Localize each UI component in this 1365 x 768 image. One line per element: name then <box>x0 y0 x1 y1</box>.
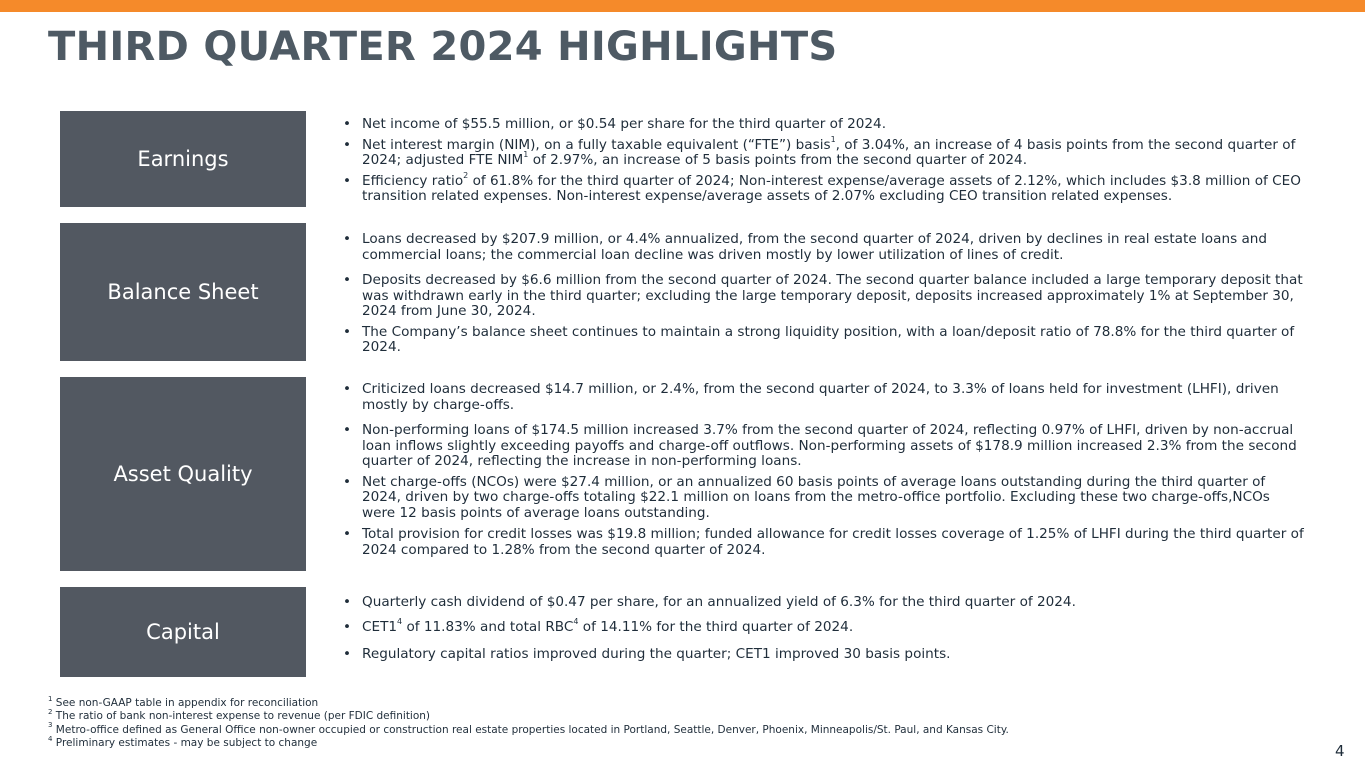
page-title: THIRD QUARTER 2024 HIGHLIGHTS <box>48 24 838 70</box>
capital-bullet-cet1: • $CET1^4$ of 11.83% and total RBC$^4$ of 14.11% for the third quarter of 2024. <box>340 620 1305 636</box>
capital-bullets <box>340 595 1305 663</box>
asset-quality-bullet-criticized: • Criticized loans decreased $14.7 million, or 2.4%, from the second quarter of 2024, to 3.3% of loans held for investment (LHFI), driven mostly by charge-offs. <box>340 382 1305 413</box>
asset-quality-bullet-provision: • Total provision for credit losses was $19.8 million; funded allowance for credit losses coverage of 1.25% of LHFI during the third quarter of 2024 compared to 1.28% from the second quarter of 2024. <box>340 527 1305 558</box>
earnings-bullet-nim: • Net interest margin (NIM), on a fully taxable equivalent (“FTE”) basis$^1$, of 3.04%, an increase of 4 basis points from the second quarter of 2024; adjusted FTE NIM$^1$ of 2.97%, an increase of 5 basis points from the second quarter of 2024. <box>340 138 1305 169</box>
balance-sheet-bullet-loans: • Loans decreased by $207.9 million, or 4.4% annualized, from the second quarter of 2024, driven by declines in real estate loans and commercial loans; the commercial loan decline was driven mostly by lower utilization of lines of credit. <box>340 232 1305 263</box>
asset-quality-bullet-ncos: • Net charge-offs (NCOs) were $27.4 million, or an annualized 60 basis points of average loans outstanding during the third quarter of 2024, driven by two charge-offs totaling $22.1 million on loans from the metro-office portfolio. Excluding these two charge-offs,NCOs were 12 basis points of average loans outstanding. <box>340 475 1305 522</box>
footnote: $^1$ See non-GAAP table in appendix for reconciliation <box>48 694 319 709</box>
balance-sheet-bullet-deposits: • Deposits decreased by $6.6 million from the second quarter of 2024. The second quarter balance included a large temporary deposit that was withdrawn early in the third quarter; excluding the large temporary deposit, deposits increased approximately 1% at September 30, 2024 from June 30, 2024. <box>340 273 1305 320</box>
balance-sheet-bullet-liquidity: • The Company’s balance sheet continues to maintain a strong liquidity position, with a loan/deposit ratio of 78.8% for the third quarter of 2024. <box>340 325 1305 356</box>
asset-quality-bullets <box>340 382 1305 558</box>
earnings-bullets <box>340 117 1305 205</box>
capital-bullet-regulatory: • Regulatory capital ratios improved during the quarter; CET1 improved 30 basis points. <box>340 647 1305 663</box>
capital-label: Capital <box>60 587 306 677</box>
capital-bullet-dividend: • Quarterly cash dividend of $0.47 per share, for an annualized yield of 6.3% for the third quarter of 2024. <box>340 595 1305 611</box>
earnings-label: Earnings <box>60 111 306 207</box>
page-number: 4 <box>1335 742 1345 760</box>
asset-quality-bullet-nonperforming: • Non-performing loans of $174.5 million increased 3.7% from the second quarter of 2024, reflecting 0.97% of LHFI, driven by non-accrual loan inflows slightly exceeding payoffs and charge-off outflows. Non-performing assets of $178.9 million increased 2.3% from the second quarter of 2024, reflecting the increase in non-performing loans. <box>340 423 1305 470</box>
earnings-bullet-net-income: • Net income of $55.5 million, or $0.54 per share for the third quarter of 2024. <box>340 117 1305 133</box>
top-accent-bar <box>0 0 1365 12</box>
earnings-bullet-efficiency: • Efficiency ratio$^2$ of 61.8% for the third quarter of 2024; Non-interest expense/average assets of 2.12%, which includes $3.8 million of CEO transition related expenses. Non-interest expense/average assets of 2.07% excluding CEO transition related expenses. <box>340 174 1305 205</box>
footnote: $^2$ The ratio of bank non-interest expense to revenue (per FDIC definition) <box>48 707 431 723</box>
asset-quality-label: Asset Quality <box>60 377 306 571</box>
balance-sheet-bullets <box>340 232 1305 356</box>
balance-sheet-label: Balance Sheet <box>60 223 306 361</box>
footnote: $^4$ Preliminary estimates - may be subject to change <box>48 734 318 750</box>
footnotes <box>48 694 1048 751</box>
footnote: $^3$ Metro-office defined as General Office non-owner occupied or construction real estate properties located in Portland, Seattle, Denver, Phoenix, Minneapolis/St. Paul, and Kansas City. <box>48 721 1009 736</box>
